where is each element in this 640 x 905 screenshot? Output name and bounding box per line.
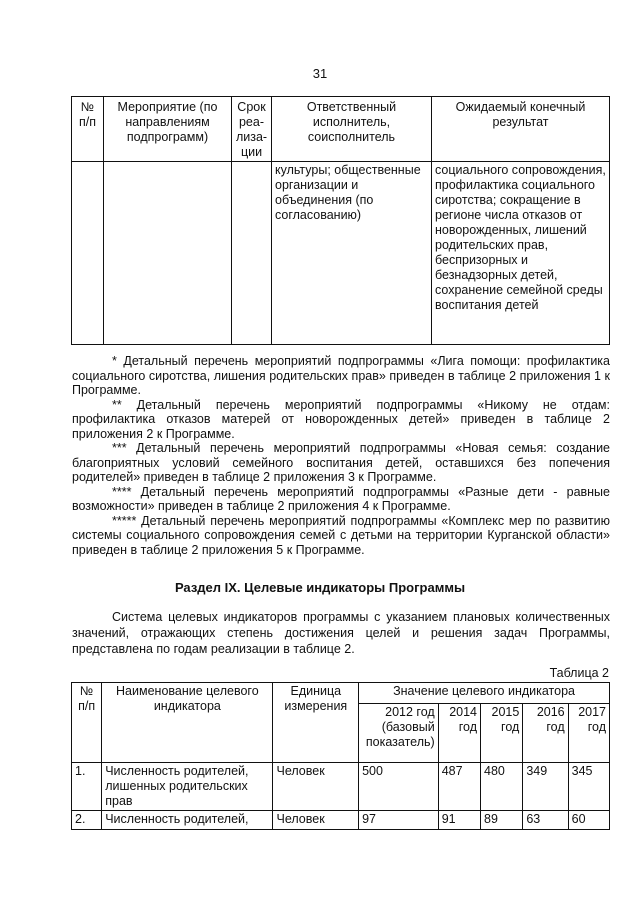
cell-value: 63 — [523, 811, 568, 830]
measures-table-header-row — [72, 97, 610, 162]
cell-value: 500 — [359, 763, 439, 811]
cell-number — [72, 162, 104, 345]
col-header-term: Срок реа-лиза-ции — [232, 97, 272, 162]
cell-value: 97 — [359, 811, 439, 830]
footnote: *** Детальный перечень мероприятий подпрограммы «Новая семья: создание благоприятных условий семейного воспитания детей, оставшихся без попечения родителей» приведен в таблице 2 приложения 3 к Программе. — [72, 441, 610, 484]
cell-unit: Человек — [273, 763, 359, 811]
cell-value: 89 — [481, 811, 523, 830]
col-header-number: № п/п — [72, 97, 104, 162]
col-header-unit: Единица измерения — [273, 683, 359, 763]
page-number: 31 — [312, 66, 328, 81]
indicators-table — [71, 682, 610, 830]
footnotes — [72, 354, 610, 557]
cell-indicator-name: Численность родителей, лишенных родительских прав — [102, 763, 273, 811]
section-title: Раздел IX. Целевые индикаторы Программы — [174, 580, 466, 595]
footnote: * Детальный перечень мероприятий подпрограммы «Лига помощи: профилактика социального сиротства, лишения родительских прав» приведен в таблице 2 приложения 1 к Программе. — [72, 354, 610, 397]
footnote: **** Детальный перечень мероприятий подпрограммы «Разные дети - равные возможности» приведен в таблице 2 приложения 4 к Программе. — [72, 484, 610, 513]
cell-value: 349 — [523, 763, 568, 811]
footnote: ** Детальный перечень мероприятий подпрограммы «Никому не отдам: профилактика отказов матерей от новорожденных детей» приведен в таблице 2 приложения 2 к Программе. — [72, 397, 610, 441]
cell-value: 480 — [481, 763, 523, 811]
table-row — [72, 763, 610, 811]
cell-unit: Человек — [273, 811, 359, 830]
cell-value: 91 — [438, 811, 480, 830]
cell-value: 60 — [568, 811, 609, 830]
cell-number: 2. — [72, 811, 102, 830]
measures-table-continuation — [71, 96, 610, 345]
cell-measure — [104, 162, 232, 345]
cell-indicator-name: Численность родителей, — [102, 811, 273, 830]
col-header-indicator-name: Наименование целевого индикатора — [102, 683, 273, 763]
footnote: ***** Детальный перечень мероприятий подпрограммы «Комплекс мер по развитию системы социального сопровождения семей с детьми на территории Курганской области» приведен в таблице 2 приложения 5 к Программе. — [72, 513, 610, 557]
cell-term — [232, 162, 272, 345]
table-label: Таблица 2 — [549, 666, 609, 680]
col-header-executor: Ответственный исполнитель, соисполнитель — [272, 97, 432, 162]
col-header-year-2017: 2017 год — [568, 704, 609, 763]
col-header-year-2016: 2016 год — [523, 704, 568, 763]
indicators-header-row — [72, 683, 610, 704]
cell-number: 1. — [72, 763, 102, 811]
col-header-year-2012: 2012 год (базовый показатель) — [359, 704, 439, 763]
col-header-number: № п/п — [72, 683, 102, 763]
table-row — [72, 811, 610, 830]
col-header-year-2015: 2015 год — [481, 704, 523, 763]
body-paragraph: Система целевых индикаторов программы с указанием плановых количественных значений, отражающих степень достижения целей и решения задач Программы, представлена по годам реализации в таблице 2. — [72, 610, 610, 656]
cell-value: 487 — [438, 763, 480, 811]
cell-value: 345 — [568, 763, 609, 811]
cell-executor: культуры; общественные организации и объединения (по согласованию) — [272, 162, 432, 345]
col-header-year-2014: 2014 год — [438, 704, 480, 763]
table-row — [72, 162, 610, 345]
col-header-measure: Мероприятие (по направлениям подпрограмм) — [104, 97, 232, 162]
cell-result: социального сопровождения, профилактика социального сиротства; сокращение в регионе числа отказов от новорожденных, лишений родительских прав, беспризорных и безнадзорных детей, сохранение семейной среды воспитания детей — [432, 162, 610, 345]
col-header-result: Ожидаемый конечный результат — [432, 97, 610, 162]
col-header-indicator-value: Значение целевого индикатора — [359, 683, 610, 704]
